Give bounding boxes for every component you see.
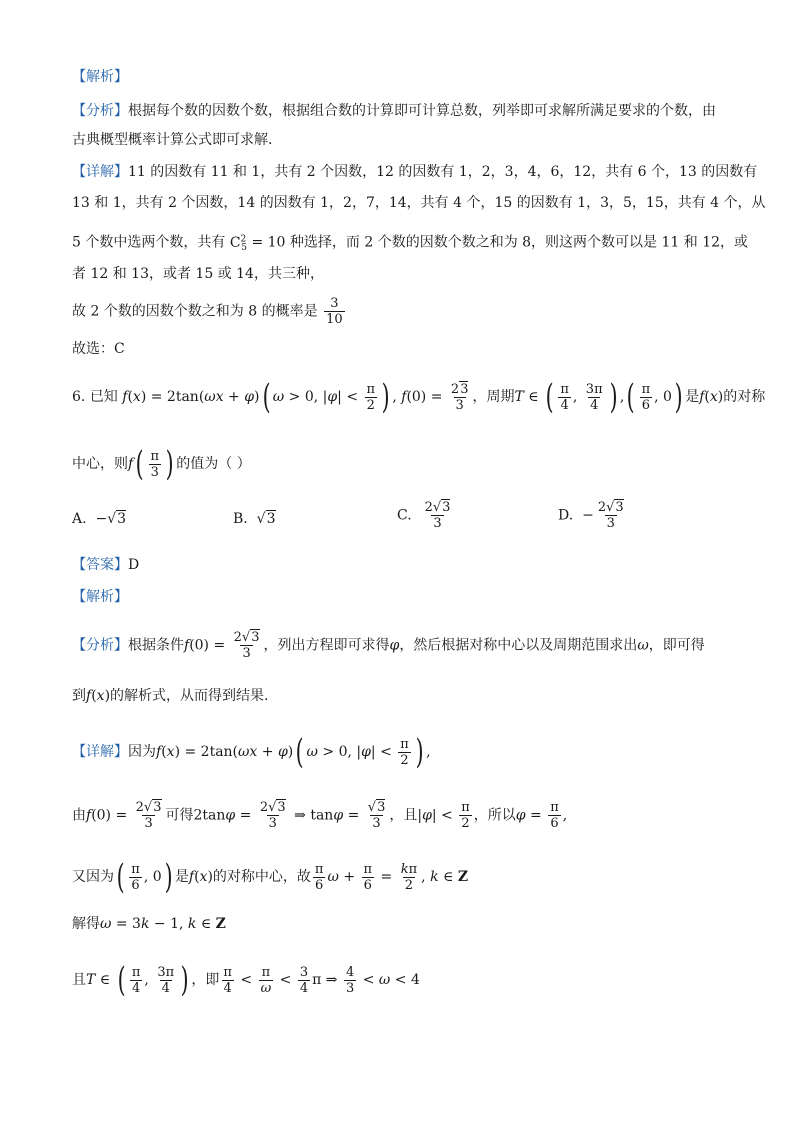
q6-detail-line1: 【详解】因为f(x) = 2tan(ωx + φ)( ω > 0, |φ| < $\frac{\pi}{2}$ ) , bbox=[72, 732, 431, 772]
q6-answer: 【答案】D bbox=[72, 557, 140, 573]
q6-detail-line2: 由f(0) = $\frac{2√3}{3}$ 可得2tanφ = $\frac{2√3}{3}$ ⇒ tanφ = $\frac{√3}{3}$ ，且|φ| < $\frac{\pi}{2}$ ，所以φ = $\frac{\pi}{6}$ , bbox=[72, 800, 568, 831]
q6-detail-line3: 又因为( $\frac{\pi}{6}$ , 0) 是f(x)的对称中心，故 $\frac{\pi}{6}$ ω + $\frac{\pi}{6}$ = $\frac{k\pi}{2}$ , k ∈ Z bbox=[72, 857, 469, 897]
fenxi-tag: 【分析】 bbox=[72, 103, 128, 119]
q5-fenxi-text1: 根据每个数的因数个数，根据组合数的计算即可计算总数，列举即可求解所满足要求的个数，由 bbox=[128, 103, 716, 119]
q5-analysis-line1 bbox=[72, 102, 716, 120]
q5-detail-line4: 者 12 和 13，或者 15 或 14，共三种， bbox=[72, 266, 324, 282]
q5-detail-line1: 【详解】11 的因数有 11 和 1，共有 2 个因数，12 的因数有 1，2，3，4，6，12，共有 6 个，13 的因数有 bbox=[72, 164, 758, 180]
q5-choice: 故选：C bbox=[72, 341, 125, 357]
probability-fraction: $\frac{3}{10}$ bbox=[326, 296, 343, 327]
option-b: B. √3 bbox=[233, 511, 276, 527]
q6-analysis-tag: 【解析】 bbox=[72, 589, 128, 605]
q6-fenxi-line1: 【分析】根据条件f(0) = $\frac{2√3}{3}$ ，列出方程即可求得φ，然后根据对称中心以及周期范围求出ω，即可得 bbox=[72, 630, 705, 661]
q6-fenxi-line2: 到f(x)的解析式，从而得到结果. bbox=[72, 688, 269, 704]
option-a: A. −√3 bbox=[72, 511, 127, 527]
option-c: C. $\frac{2√3}{3}$ bbox=[397, 500, 451, 531]
q6-detail-line5: 且T ∈ ( $\frac{\pi}{4}$ , $\frac{3\pi}{4}$ ) ，即 $\frac{\pi}{4}$ < $\frac{\pi}{\omega}$ < $\frac{3}{4}$ π ⇒ $\frac{4}{3}$ < ω < 4 bbox=[72, 960, 420, 1000]
analysis-tag: 【解析】 bbox=[72, 69, 128, 85]
q6-detail-line4: 解得ω = 3k − 1, k ∈ Z bbox=[72, 916, 226, 932]
option-d: D. − $\frac{2√3}{3}$ bbox=[558, 500, 624, 531]
q6-stem-line1: 6. 已知 f(x) = 2tan(ωx + φ)( ω > 0, |φ| < $\frac{\pi}{2}$ ) , f(0) = $\frac{23}{3}$ ，周期T ∈ ( $\frac{\pi}{4}$ , $\frac{3\pi}{4}$ ) ,( $\frac{\pi}{6}$ , 0) 是f(x)的对称 bbox=[72, 377, 766, 417]
combination-symbol: $C^2_5$ bbox=[229, 234, 247, 254]
q5-detail-line5: 故 2 个数的因数个数之和为 8 的概率是 $\frac{3}{10}$ bbox=[72, 296, 343, 327]
q5-detail-line2: 13 和 1，共有 2 个因数，14 的因数有 1，2，7，14，共有 4 个，15 的因数有 1，3，5，15，共有 4 个，从 bbox=[72, 195, 766, 211]
q6-stem-line2: 中心，则f( $\frac{\pi}{3}$ ) 的值为（ ） bbox=[72, 444, 251, 484]
xiangjie-tag: 【详解】 bbox=[72, 164, 128, 180]
q5-fenxi-text2: 古典概型概率计算公式即可求解. bbox=[72, 132, 273, 148]
q5-detail-line3: 5 个数中选两个数，共有 $C^2_5 = 10$ 种选择，而 2 个数的因数个数之和为 8，则这两个数可以是 11 和 12，或 bbox=[72, 234, 749, 254]
